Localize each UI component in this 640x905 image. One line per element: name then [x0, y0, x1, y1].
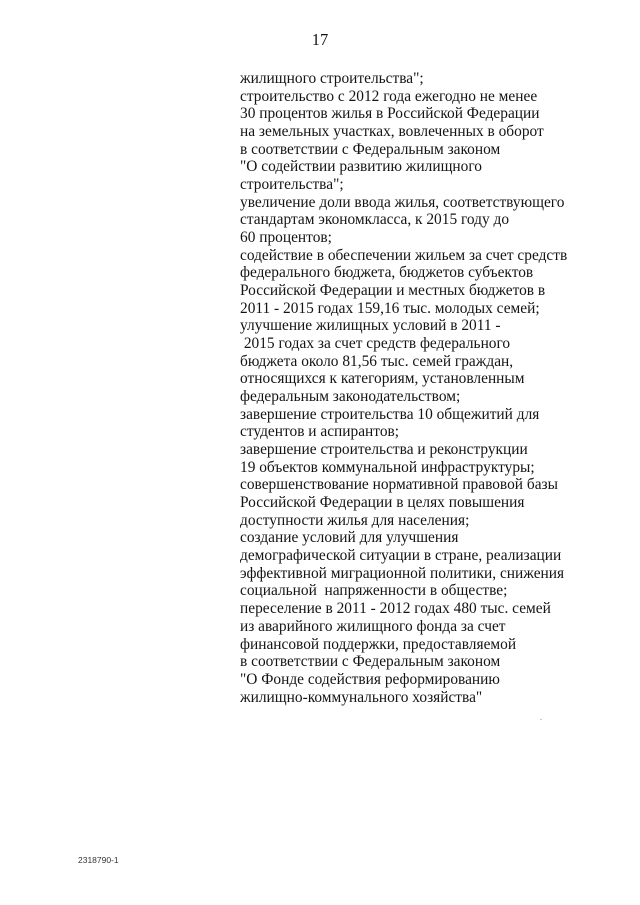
body-line: строительство с 2012 года ежегодно не менее: [240, 87, 538, 105]
body-line: жилищного строительства";: [240, 70, 424, 87]
body-line: федерального бюджета, бюджетов субъектов: [240, 264, 534, 282]
page-number: 17: [311, 30, 329, 49]
document-code: 2318790-1: [78, 855, 119, 865]
body-line: содействие в обеспечении жильем за счет средств: [240, 246, 568, 264]
body-line: социальной напряженности в обществе;: [240, 582, 508, 600]
body-line: создание условий для улучшения: [240, 529, 459, 547]
body-line: стандартам экономкласса, к 2015 году до: [240, 211, 510, 229]
body-line: "О содействии развитию жилищного: [240, 158, 482, 176]
scan-speck: [540, 719, 542, 720]
body-line: завершение строительства 10 общежитий для: [240, 405, 540, 423]
body-line: доступности жилья для населения;: [240, 511, 470, 529]
body-line: Российской Федерации в целях повышения: [240, 494, 525, 512]
body-line: 30 процентов жилья в Российской Федерации: [240, 105, 540, 123]
body-line: 2015 годах за счет средств федерального: [240, 335, 511, 353]
body-line: в соответствии с Федеральным законом: [240, 140, 501, 158]
document-body: [240, 70, 630, 706]
body-line: относящихся к категориям, установленным: [240, 370, 525, 388]
body-line: 2011 - 2015 годах 159,16 тыс. молодых семей;: [240, 299, 540, 317]
body-line: эффективной миграционной политики, снижения: [240, 564, 565, 582]
body-line: демографической ситуации в стране, реализации: [240, 547, 562, 565]
body-line: жилищно-коммунального хозяйства": [240, 688, 483, 706]
body-line: на земельных участках, вовлеченных в оборот: [240, 123, 544, 141]
body-line: студентов и аспирантов;: [240, 423, 400, 441]
body-line: 19 объектов коммунальной инфраструктуры;: [240, 458, 535, 476]
body-line: строительства";: [240, 176, 344, 194]
body-line: в соответствии с Федеральным законом: [240, 653, 501, 671]
body-line: федеральным законодательством;: [240, 388, 461, 406]
body-line: из аварийного жилищного фонда за счет: [240, 617, 506, 635]
body-line: 60 процентов;: [240, 229, 332, 247]
body-line: бюджета около 81,56 тыс. семей граждан,: [240, 352, 514, 370]
body-line: увеличение доли ввода жилья, соответствующего: [240, 193, 565, 211]
body-line: совершенствование нормативной правовой базы: [240, 476, 558, 494]
body-line: завершение строительства и реконструкции: [240, 441, 528, 459]
body-line: Российской Федерации и местных бюджетов в: [240, 282, 546, 300]
body-line: переселение в 2011 - 2012 годах 480 тыс. семей: [240, 600, 551, 618]
body-line: улучшение жилищных условий в 2011 -: [240, 317, 501, 335]
body-line: "О Фонде содействия реформированию: [240, 670, 500, 688]
body-line: финансовой поддержки, предоставляемой: [240, 635, 517, 653]
